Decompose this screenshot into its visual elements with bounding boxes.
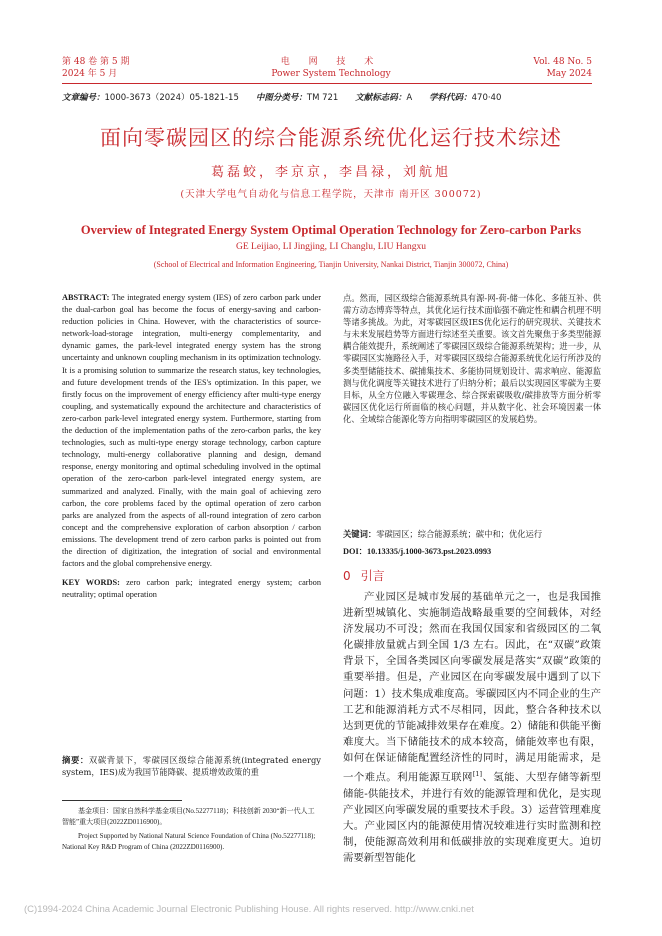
abstract-en <box>62 292 321 601</box>
authors-cn: 葛磊蛟，李京京，李昌禄，刘航旭 <box>210 165 451 180</box>
section-title: 引言 <box>360 569 385 583</box>
abstract-cn-label: 摘要： <box>62 755 89 765</box>
authors-en: GE Leijiao, LI Jingjing, LI Changlu, LIU Hangxu <box>236 242 426 252</box>
citation-ref[interactable]: [1] <box>472 770 483 779</box>
intro-paragraph <box>343 589 601 866</box>
header-volume <box>62 56 182 80</box>
clc-number: 中图分类号：TM 721 <box>255 93 339 103</box>
article-meta <box>62 91 602 103</box>
journal-name-en: Power System Technology <box>271 69 391 79</box>
footnote <box>62 806 321 852</box>
funding-en: Project Supported by National Natural Science Foundation of China (No.52277118); National Key R&D Program of China (2022ZD0116900). <box>62 832 316 851</box>
affiliation-cn: (天津大学电气自动化与信息工程学院，天津市 南开区 300072) <box>180 189 482 200</box>
abstract-label: ABSTRACT: <box>62 293 110 302</box>
keywords-en <box>62 577 321 601</box>
doc-code: 文献标志码：A <box>355 93 413 103</box>
keywords-cn-text: 零碳园区；综合能源系统；碳中和；优化运行 <box>376 529 543 539</box>
article-number: 文章编号：1000-3673（2024）05-1821-15 <box>62 93 239 103</box>
doi[interactable]: DOI：10.13335/j.1000-3673.pst.2023.0993 <box>343 547 492 556</box>
volume-en: Vol. 48 No. 5 <box>533 57 592 67</box>
intro-text-2: 、氢能、大型存储等新型储能-供能技术，并进行有效的能源管理和优化，是实现产业园区向零碳发展的重要技术手段。3）运营管理难度大。产业园区内的能源使用情况较难进行实时监测和控制，使能源高效利用和低碳排放的实现难度更大。迫切需要新型智能化 <box>343 771 602 864</box>
section-number: 0 <box>343 569 351 583</box>
keywords-text: zero carbon park; integrated energy system; carbon neutrality; optimal operation <box>62 578 321 600</box>
keywords-label: KEY WORDS: <box>62 578 120 588</box>
paper-title-cn: 面向零碳园区的综合能源系统优化运行技术综述 <box>100 126 562 150</box>
date-cn: 2024 年 5 月 <box>62 69 118 79</box>
copyright-watermark: (C)1994-2024 China Academic Journal Electronic Publishing House. All rights reserved. http://www.cnki.net <box>24 904 474 915</box>
abstract-cn-start <box>62 754 321 778</box>
intro-text-1: 产业园区是城市发展的基础单元之一，也是我国推进新型城镇化、实施制造战略最重要的空间载体，对经济发展功不可没；然而在我国仅国家和省级园区的二氧化碳排放量就占到全国 1/3 左右。因此，在“双碳”政策背景下，全国各类园区向零碳发展是落实“双碳”政策的重要举措。但是，产业园区在向零碳发展中遇到了以下问题：1）技术集成难度高。零碳园区内不同企业的生产工艺和能源消耗方式不尽相同，因此，整合各种技术以达到更优的节能减排效果存在难度。2）储能和供能平衡难度大。当下储能技术的成本较高，储能效率也有限，如何在保证储能配置经济性的同时，满足用能需求，是一个难点。利用能源互联网 <box>343 591 601 784</box>
volume-cn: 第 48 卷 第 5 期 <box>62 57 130 67</box>
paper-title-en: Overview of Integrated Energy System Optimal Operation Technology for Zero-carbon Parks <box>80 223 582 237</box>
funding-cn: 基金项目：国家自然科学基金项目(No.52277118)；科技创新 2030“新一代人工智能”重大项目(2022ZD0116900)。 <box>62 807 315 826</box>
header-volume-en <box>452 56 592 80</box>
footnote-divider <box>62 800 182 801</box>
abstract-text: The integrated energy system (IES) of zero carbon park under the dual-carbon goal has become the focus of energy-saving and carbon-reduction policies in China. However, with the characteristics of source-network-load-storage integration, multi-energy complementarity, and dynamic games, the park-level integrated energy system has the strong uncertainty and unknown coupling mechanism in its optimization technology. It is a promising solution to summarize the research status, key technologies, and future development trends of the IES's optimization. In this paper, we firstly focus on the improvement of energy efficiency after multi-type energy coupling, and systematically expound the architecture and characteristics of zero-carbon park-level integrated energy system. Furthermore, starting from the deduction of the implementation paths of the zero-carbon parks, the key technologies, such as multi-type energy storage technology, carbon capture technology, multi-energy collaborative planning and design, demand response, energy monitoring and optimal scheduling involved in the optimal operation of the zero-carbon park-level integrated energy system, are summarized and analyzed. Finally, with the main goal of achieving zero carbon, the core problems faced by the optimal operation of zero carbon parks are analyzed from the aspects of all-round integration of zero carbon concept and the comprehensive exploration of carbon absorption / carbon emissions. The development trend of zero carbon parks is pointed out from the direction of digitization, the integration of social and environmental factors and the global comprehensive energy. <box>62 293 321 569</box>
abstract-cn-continued: 点。然而，园区级综合能源系统具有源-网-荷-储一体化、多能互补、供需方动态博弈等特点，其优化运行技术面临强不确定性和耦合机理不明等诸多挑战。为此，对零碳园区级IES优化运行的研究现状、关键技术与未来发展趋势等方面进行综述至关重要。该文首先聚焦于多类型能源耦合能效提升，系统阐述了零碳园区级综合能源系统架构；进一步，从零碳园区实施路径入手，对零碳园区级综合能源系统优化运行所涉及的多类型储能技术、碳捕集技术、多能协同规划设计、需求响应、能源监测与优化调度等关键技术进行了归纳分析；最后以实现园区零碳为主要目标，从全方位融入零碳理念、综合探索碳吸收/碳排放等方面分析零碳园区优化运行所面临的核心问题，并从数字化、社会环境因素一体化、全域综合能源化等方向指明零碳园区的发展趋势。 <box>343 293 601 424</box>
keywords-cn-label: 关键词： <box>343 529 377 539</box>
affiliation-en: (School of Electrical and Information Engineering, Tianjin University, Nankai District, Tianjin 300072, China) <box>153 260 509 269</box>
header-journal <box>231 56 431 80</box>
header-divider <box>62 83 592 84</box>
keywords-cn <box>343 528 601 540</box>
date-en: May 2024 <box>546 69 592 79</box>
journal-name-cn: 电 网 技 术 <box>280 57 382 67</box>
subject-code: 学科代码：470·40 <box>429 93 502 103</box>
section-heading <box>343 567 385 584</box>
abstract-cn-text: 双碳背景下，零碳园区级综合能源系统(integrated energy system，IES)成为我国节能降碳、提质增效政策的重 <box>62 755 321 778</box>
